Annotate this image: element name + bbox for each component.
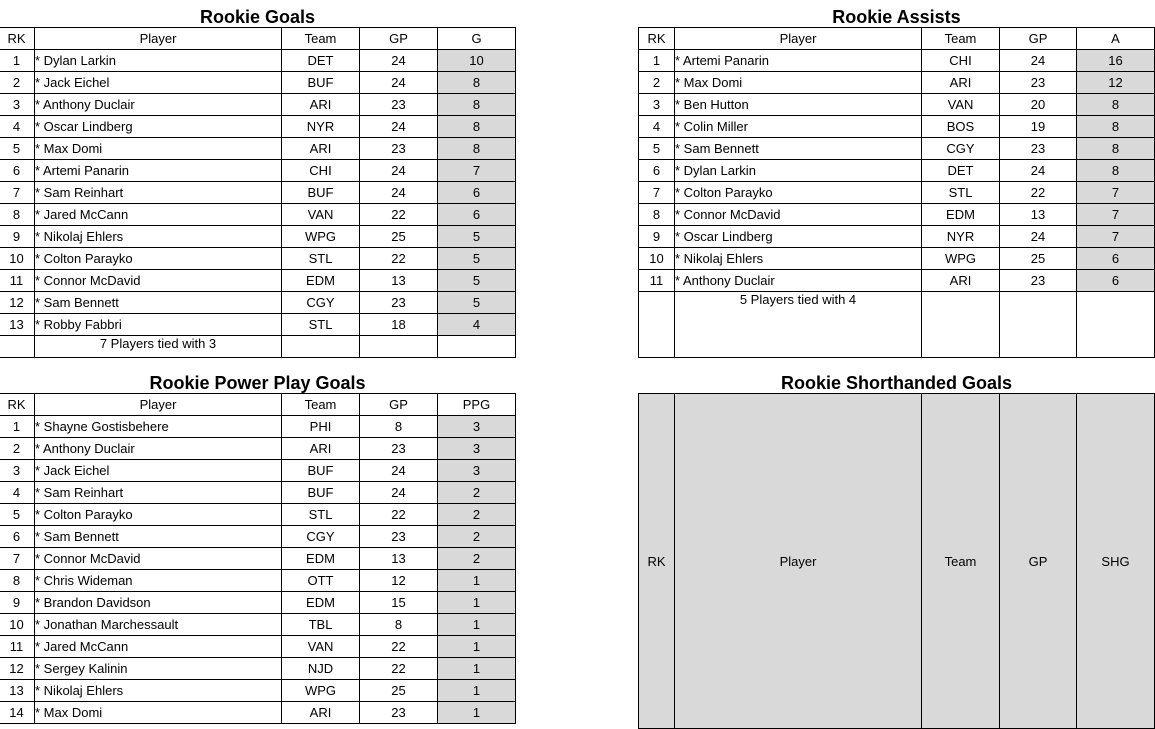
team-cell: STL	[282, 314, 360, 336]
gp-cell: 23	[360, 702, 438, 724]
gp-cell: 13	[360, 270, 438, 292]
gp-cell: 22	[360, 504, 438, 526]
gp-cell: 23	[1000, 270, 1077, 292]
team-cell: CHI	[282, 160, 360, 182]
table-row	[0, 292, 516, 314]
value-cell: 5	[438, 248, 516, 270]
player-cell: * Connor McDavid	[35, 548, 282, 570]
team-cell: EDM	[282, 548, 360, 570]
value-cell: 2	[438, 548, 516, 570]
rank-cell: 11	[0, 270, 35, 292]
table-row	[639, 204, 1155, 226]
player-cell: * Dylan Larkin	[675, 160, 922, 182]
header-ppg: PPG	[438, 394, 516, 416]
value-cell: 7	[438, 160, 516, 182]
table-row	[639, 248, 1155, 270]
header-rk: RK	[639, 28, 675, 50]
rookie-assists-title: Rookie Assists	[832, 7, 961, 27]
rank-cell: 5	[0, 138, 35, 160]
team-cell: ARI	[282, 702, 360, 724]
team-cell: ARI	[282, 94, 360, 116]
gp-cell: 23	[360, 526, 438, 548]
gp-cell: 23	[1000, 72, 1077, 94]
gp-cell: 24	[1000, 50, 1077, 72]
gp-cell: 8	[360, 416, 438, 438]
value-cell: 6	[438, 182, 516, 204]
gp-cell: 25	[360, 226, 438, 248]
player-cell: * Colton Parayko	[35, 248, 282, 270]
team-cell: NYR	[282, 116, 360, 138]
value-cell: 7	[1077, 182, 1155, 204]
team-cell: STL	[282, 504, 360, 526]
team-cell: VAN	[922, 94, 1000, 116]
value-cell: 3	[438, 416, 516, 438]
table-row	[0, 226, 516, 248]
value-cell: 7	[1077, 204, 1155, 226]
table-row	[0, 702, 516, 724]
table-row	[0, 658, 516, 680]
team-cell: BOS	[922, 116, 1000, 138]
table-row	[0, 482, 516, 504]
value-cell: 8	[1077, 94, 1155, 116]
gp-cell: 22	[1000, 182, 1077, 204]
player-cell: * Oscar Lindberg	[675, 226, 922, 248]
player-cell: * Anthony Duclair	[35, 438, 282, 460]
rank-cell: 1	[639, 50, 675, 72]
rookie-goals-table	[0, 27, 516, 358]
team-cell: EDM	[282, 270, 360, 292]
value-cell: 1	[438, 658, 516, 680]
player-cell: * Sam Bennett	[35, 292, 282, 314]
rookie-ppg-title: Rookie Power Play Goals	[149, 373, 366, 393]
gp-cell: 22	[360, 658, 438, 680]
rank-cell: 8	[639, 204, 675, 226]
value-cell: 8	[438, 94, 516, 116]
table-row	[639, 270, 1155, 292]
table-row	[0, 636, 516, 658]
player-cell: * Jared McCann	[35, 636, 282, 658]
team-cell: CGY	[922, 138, 1000, 160]
player-cell: * Nikolaj Ehlers	[35, 226, 282, 248]
team-cell: ARI	[922, 270, 1000, 292]
tie-note: 7 Players tied with 3	[35, 336, 282, 358]
player-cell: * Max Domi	[675, 72, 922, 94]
player-cell: * Ben Hutton	[675, 94, 922, 116]
rank-cell: 1	[0, 416, 35, 438]
tie-note: 5 Players tied with 4	[675, 292, 922, 358]
header-player: Player	[35, 28, 282, 50]
value-cell: 1	[438, 702, 516, 724]
gp-cell: 12	[360, 570, 438, 592]
player-cell: * Jack Eichel	[35, 460, 282, 482]
rank-cell: 10	[0, 614, 35, 636]
player-cell: * Artemi Panarin	[675, 50, 922, 72]
header-rk: RK	[0, 394, 35, 416]
team-cell: ARI	[282, 138, 360, 160]
rank-cell: 3	[0, 94, 35, 116]
rank-cell: 9	[639, 226, 675, 248]
table-row	[639, 160, 1155, 182]
team-cell: BUF	[282, 182, 360, 204]
team-cell: BUF	[282, 460, 360, 482]
table-row	[639, 94, 1155, 116]
rank-cell: 12	[0, 658, 35, 680]
player-cell: * Oscar Lindberg	[35, 116, 282, 138]
header-g: G	[438, 28, 516, 50]
team-cell: STL	[922, 182, 1000, 204]
team-cell: DET	[282, 50, 360, 72]
value-cell: 4	[438, 314, 516, 336]
team-cell: NJD	[282, 658, 360, 680]
rank-cell: 7	[0, 548, 35, 570]
player-cell: * Colin Miller	[675, 116, 922, 138]
gp-cell: 22	[360, 248, 438, 270]
table-row	[0, 94, 516, 116]
gp-cell: 23	[360, 292, 438, 314]
player-cell: * Anthony Duclair	[675, 270, 922, 292]
team-cell: WPG	[282, 680, 360, 702]
gp-cell: 23	[1000, 138, 1077, 160]
team-cell: DET	[922, 160, 1000, 182]
gp-cell: 23	[360, 94, 438, 116]
table-row	[0, 138, 516, 160]
rank-cell: 4	[639, 116, 675, 138]
value-cell: 1	[438, 570, 516, 592]
gp-cell: 24	[360, 182, 438, 204]
table-row	[0, 314, 516, 336]
player-cell: * Sergey Kalinin	[35, 658, 282, 680]
team-cell: EDM	[922, 204, 1000, 226]
table-row	[0, 182, 516, 204]
player-cell: * Nikolaj Ehlers	[675, 248, 922, 270]
rookie-assists-table	[638, 27, 1155, 358]
header-team: Team	[922, 28, 1000, 50]
value-cell: 5	[438, 292, 516, 314]
player-cell: * Jack Eichel	[35, 72, 282, 94]
value-cell: 3	[438, 460, 516, 482]
header-team: Team	[922, 394, 1000, 729]
team-cell: ARI	[282, 438, 360, 460]
value-cell: 6	[1077, 248, 1155, 270]
value-cell: 8	[438, 116, 516, 138]
team-cell: ARI	[922, 72, 1000, 94]
gp-cell: 22	[360, 636, 438, 658]
table-row	[0, 160, 516, 182]
rank-cell: 9	[0, 592, 35, 614]
rank-cell: 7	[0, 182, 35, 204]
tie-note-row	[0, 336, 516, 358]
rank-cell: 14	[0, 702, 35, 724]
value-cell: 2	[438, 504, 516, 526]
table-row	[0, 416, 516, 438]
player-cell: * Nikolaj Ehlers	[35, 680, 282, 702]
header-team: Team	[282, 394, 360, 416]
table-row	[639, 116, 1155, 138]
gp-cell: 24	[1000, 226, 1077, 248]
team-cell: EDM	[282, 592, 360, 614]
value-cell: 6	[1077, 270, 1155, 292]
gp-cell: 23	[360, 438, 438, 460]
player-cell: * Connor McDavid	[35, 270, 282, 292]
table-row	[639, 182, 1155, 204]
player-cell: * Anthony Duclair	[35, 94, 282, 116]
value-cell: 1	[438, 636, 516, 658]
table-row	[639, 50, 1155, 72]
table-row	[0, 504, 516, 526]
table-row	[0, 592, 516, 614]
rank-cell: 10	[0, 248, 35, 270]
rank-cell: 11	[0, 636, 35, 658]
table-row	[0, 460, 516, 482]
table-row	[0, 50, 516, 72]
rookie-goals-title: Rookie Goals	[199, 7, 316, 27]
value-cell: 1	[438, 592, 516, 614]
rank-cell: 6	[0, 160, 35, 182]
team-cell: OTT	[282, 570, 360, 592]
rank-cell: 2	[0, 72, 35, 94]
team-cell: CGY	[282, 292, 360, 314]
gp-cell: 13	[360, 548, 438, 570]
value-cell: 8	[1077, 116, 1155, 138]
header-team: Team	[282, 28, 360, 50]
header-rk: RK	[639, 394, 675, 729]
rank-cell: 6	[0, 526, 35, 548]
table-row	[0, 204, 516, 226]
team-cell: VAN	[282, 636, 360, 658]
gp-cell: 24	[360, 160, 438, 182]
player-cell: * Dylan Larkin	[35, 50, 282, 72]
gp-cell: 19	[1000, 116, 1077, 138]
player-cell: * Jonathan Marchessault	[35, 614, 282, 636]
value-cell: 12	[1077, 72, 1155, 94]
value-cell: 2	[438, 526, 516, 548]
team-cell: CGY	[282, 526, 360, 548]
value-cell: 1	[438, 680, 516, 702]
rookie-shg-title: Rookie Shorthanded Goals	[780, 373, 1013, 393]
table-row	[0, 270, 516, 292]
header-gp: GP	[360, 28, 438, 50]
player-cell: * Sam Reinhart	[35, 482, 282, 504]
player-cell: * Jared McCann	[35, 204, 282, 226]
tie-note-row	[639, 292, 1155, 358]
table-row	[0, 526, 516, 548]
rookie-shg-panel	[638, 370, 1155, 721]
player-cell: * Colton Parayko	[35, 504, 282, 526]
player-cell: * Max Domi	[35, 138, 282, 160]
value-cell: 8	[1077, 160, 1155, 182]
rank-cell: 12	[0, 292, 35, 314]
rookie-ppg-panel	[0, 370, 515, 721]
table-row	[0, 570, 516, 592]
rank-cell: 13	[0, 680, 35, 702]
rank-cell: 9	[0, 226, 35, 248]
value-cell: 16	[1077, 50, 1155, 72]
player-cell: * Robby Fabbri	[35, 314, 282, 336]
player-cell: * Chris Wideman	[35, 570, 282, 592]
rank-cell: 3	[639, 94, 675, 116]
gp-cell: 18	[360, 314, 438, 336]
value-cell: 2	[438, 482, 516, 504]
gp-cell: 25	[360, 680, 438, 702]
gp-cell: 24	[360, 72, 438, 94]
player-cell: * Brandon Davidson	[35, 592, 282, 614]
player-cell: * Sam Bennett	[675, 138, 922, 160]
table-row	[0, 548, 516, 570]
rank-cell: 4	[0, 116, 35, 138]
table-row	[0, 614, 516, 636]
header-player: Player	[675, 28, 922, 50]
rank-cell: 10	[639, 248, 675, 270]
player-cell: * Connor McDavid	[675, 204, 922, 226]
team-cell: WPG	[922, 248, 1000, 270]
gp-cell: 24	[360, 50, 438, 72]
rank-cell: 11	[639, 270, 675, 292]
team-cell: STL	[282, 248, 360, 270]
player-cell: * Sam Reinhart	[35, 182, 282, 204]
gp-cell: 23	[360, 138, 438, 160]
rank-cell: 8	[0, 204, 35, 226]
header-a: A	[1077, 28, 1155, 50]
gp-cell: 8	[360, 614, 438, 636]
table-row	[639, 226, 1155, 248]
table-row	[0, 116, 516, 138]
rookie-ppg-table	[0, 393, 516, 724]
header-player: Player	[35, 394, 282, 416]
header-gp: GP	[1000, 28, 1077, 50]
table-row	[0, 438, 516, 460]
gp-cell: 24	[1000, 160, 1077, 182]
team-cell: VAN	[282, 204, 360, 226]
gp-cell: 24	[360, 460, 438, 482]
table-row	[0, 680, 516, 702]
rookie-shg-table	[638, 393, 1155, 729]
rank-cell: 2	[639, 72, 675, 94]
header-shg: SHG	[1077, 394, 1155, 729]
player-cell: * Colton Parayko	[675, 182, 922, 204]
rookie-goals-panel	[0, 4, 515, 360]
gp-cell: 24	[360, 116, 438, 138]
team-cell: BUF	[282, 482, 360, 504]
gp-cell: 22	[360, 204, 438, 226]
rank-cell: 5	[639, 138, 675, 160]
rank-cell: 8	[0, 570, 35, 592]
table-row	[0, 248, 516, 270]
value-cell: 7	[1077, 226, 1155, 248]
header-rk: RK	[0, 28, 35, 50]
table-row	[0, 72, 516, 94]
team-cell: CHI	[922, 50, 1000, 72]
gp-cell: 25	[1000, 248, 1077, 270]
value-cell: 8	[1077, 138, 1155, 160]
team-cell: WPG	[282, 226, 360, 248]
value-cell: 8	[438, 72, 516, 94]
table-row	[639, 138, 1155, 160]
value-cell: 10	[438, 50, 516, 72]
rank-cell: 7	[639, 182, 675, 204]
value-cell: 8	[438, 138, 516, 160]
header-player: Player	[675, 394, 922, 729]
team-cell: PHI	[282, 416, 360, 438]
gp-cell: 15	[360, 592, 438, 614]
value-cell: 3	[438, 438, 516, 460]
header-gp: GP	[1000, 394, 1077, 729]
team-cell: NYR	[922, 226, 1000, 248]
rank-cell: 6	[639, 160, 675, 182]
rank-cell: 2	[0, 438, 35, 460]
team-cell: BUF	[282, 72, 360, 94]
team-cell: TBL	[282, 614, 360, 636]
rookie-assists-panel	[638, 4, 1155, 360]
player-cell: * Shayne Gostisbehere	[35, 416, 282, 438]
value-cell: 5	[438, 270, 516, 292]
rank-cell: 5	[0, 504, 35, 526]
header-gp: GP	[360, 394, 438, 416]
rank-cell: 3	[0, 460, 35, 482]
value-cell: 1	[438, 614, 516, 636]
gp-cell: 20	[1000, 94, 1077, 116]
rank-cell: 1	[0, 50, 35, 72]
player-cell: * Max Domi	[35, 702, 282, 724]
value-cell: 5	[438, 226, 516, 248]
gp-cell: 24	[360, 482, 438, 504]
gp-cell: 13	[1000, 204, 1077, 226]
rank-cell: 13	[0, 314, 35, 336]
table-row	[639, 72, 1155, 94]
player-cell: * Artemi Panarin	[35, 160, 282, 182]
rank-cell: 4	[0, 482, 35, 504]
value-cell: 6	[438, 204, 516, 226]
player-cell: * Sam Bennett	[35, 526, 282, 548]
